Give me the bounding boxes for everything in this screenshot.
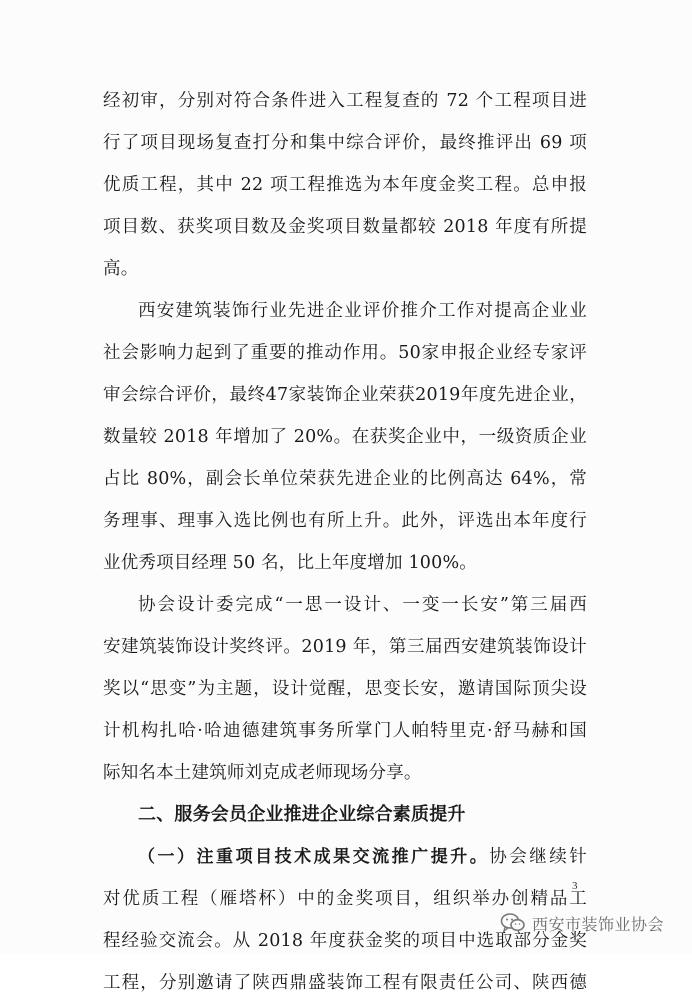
- text-line: 务理事、理事入选比例也有所上升。此外，评选出本年度行: [103, 511, 587, 531]
- document-body: [103, 80, 587, 1004]
- text-span: 协会继续针: [489, 847, 587, 867]
- section-heading: 二、服务会员企业推进企业综合素质提升: [138, 804, 466, 825]
- text-line: 项目数、获奖项目数及金奖项目数量都较 2018 年度有所提: [103, 217, 587, 237]
- text-line: 对优质工程（雁塔杯）中的金奖项目，组织举办创精品工: [103, 889, 587, 909]
- text-line: 工程，分别邀请了陕西鼎盛装饰工程有限责任公司、陕西德: [103, 973, 587, 993]
- text-line: 审会综合评价，最终47家装饰企业荣获2019年度先进企业，: [103, 385, 587, 405]
- text-line: 协会设计委完成“一思一设计、一变一长安”第三届西: [138, 595, 587, 615]
- text-line: 业优秀项目经理 50 名，比上年度增加 100%。: [103, 553, 477, 573]
- text-line: 西安建筑装饰行业先进企业评价推介工作对提高企业业: [138, 301, 587, 321]
- text-line: 社会影响力起到了重要的推动作用。50家申报企业经专家评: [103, 343, 587, 363]
- text-line: 计机构扎哈·哈迪德建筑事务所掌门人帕特里克·舒马赫和国: [103, 721, 587, 741]
- text-line: 程经验交流会。从 2018 年度获金奖的项目中选取部分金奖: [103, 931, 587, 951]
- text-line: 高。: [103, 259, 139, 279]
- page-number: 3: [572, 880, 578, 892]
- text-line: [103, 836, 587, 878]
- watermark-text: 西安市装饰业协会: [532, 914, 665, 934]
- subsection-heading: （一）注重项目技术成果交流推广提升。: [138, 847, 490, 867]
- text-line: 际知名本土建筑师刘克成老师现场分享。: [103, 763, 422, 783]
- text-line: 行了项目现场复查打分和集中综合评价，最终推评出 69 项: [103, 133, 587, 153]
- wechat-icon: [500, 912, 526, 934]
- text-line: 占比 80%，副会长单位荣获先进企业的比例高达 64%，常: [103, 469, 587, 489]
- text-line: 经初审，分别对符合条件进入工程复查的 72 个工程项目进: [103, 91, 587, 111]
- text-line: 优质工程，其中 22 项工程推选为本年度金奖工程。总申报: [103, 175, 587, 195]
- text-line: 数量较 2018 年增加了 20%。在获奖企业中，一级资质企业: [103, 427, 587, 447]
- text-line: 奖以“思变”为主题，设计觉醒，思变长安，邀请国际顶尖设: [103, 679, 587, 699]
- watermark: [500, 908, 664, 938]
- text-line: 安建筑装饰设计奖终评。2019 年，第三届西安建筑装饰设计: [103, 637, 587, 657]
